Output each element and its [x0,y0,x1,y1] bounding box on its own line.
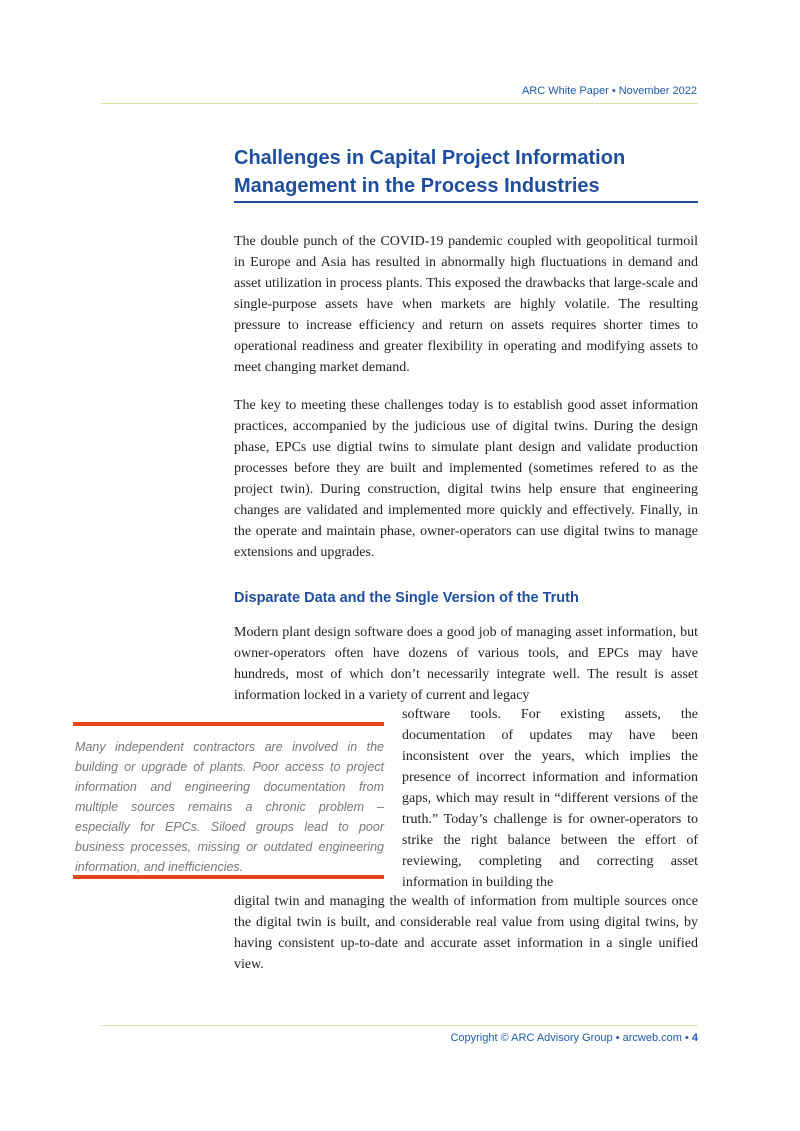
header-divider [101,103,698,104]
body-paragraph-3: Modern plant design software does a good job of managing asset information, but owner-operators often have dozens of various tools, and EPCs may have hundreds, most of which don’t necessarily integrate well. The result is asset information locked in a variety of current and legacy [234,625,698,703]
section-heading: Disparate Data and the Single Version of the Truth [234,590,579,606]
page-title: Challenges in Capital Project Information Management in the Process Industries [234,147,626,197]
body-paragraph-2: The key to meeting these challenges today is to establish good asset information practices, accompanied by the judicious use of digital twins. During the design phase, EPCs use digtial twins to simulate plant design and validate production processes before they are built and implemented (sometimes refered to as the project twin). During construction, digital twins help ensure that engineering changes are validated and implemented more quickly and effectively. Finally, in the operate and maintain phase, owner-operators can use digital twins to manage extensions and upgrades. [234,398,698,560]
body-paragraph-1: The double punch of the COVID-19 pandemic coupled with geopolitical turmoil in Europe and Asia has resulted in abnormally high fluctuations in demand and asset utilization in process plants. This exposed the drawbacks that large-scale and single-purpose assets have when markets are highly volatile. The resulting pressure to increase efficiency and return on assets requires shorter times to operational readiness and greater flexibility in operating and modifying assets to meet changing market demand. [234,234,698,375]
pull-quote: Many independent contractors are involved in the building or upgrade of plants. Poor access to project information and engineering documentation from multiple sources remains a chronic problem – especially for EPCs. Siloed groups lead to poor business processes, missing or outdated engineering information, and inefficiencies. [75,740,384,874]
footer-divider [101,1025,698,1026]
title-underline [234,201,698,203]
callout-bottom-bar [73,875,384,879]
callout-top-bar [73,722,384,726]
page-number: 4 [691,1032,698,1044]
page-footer [450,1032,698,1044]
running-header: ARC White Paper • November 2022 [521,85,697,97]
footer-text: Copyright © ARC Advisory Group • arcweb.com • [450,1032,692,1044]
body-paragraph-5: digital twin and managing the wealth of information from multiple sources once the digital twin is built, and considerable real value from using digital twins, by having consistent up-to-date and accurate asset information in a single unified view. [234,894,698,972]
body-paragraph-4-wrapped: software tools. For existing assets, the documentation of updates may have been inconsistent over the years, which implies the presence of incorrect information and information gaps, which may result in “different versions of the truth.” Today’s challenge is for owner-operators to strike the right balance between the effort of reviewing, completing and correcting asset information in building the [402,707,698,890]
